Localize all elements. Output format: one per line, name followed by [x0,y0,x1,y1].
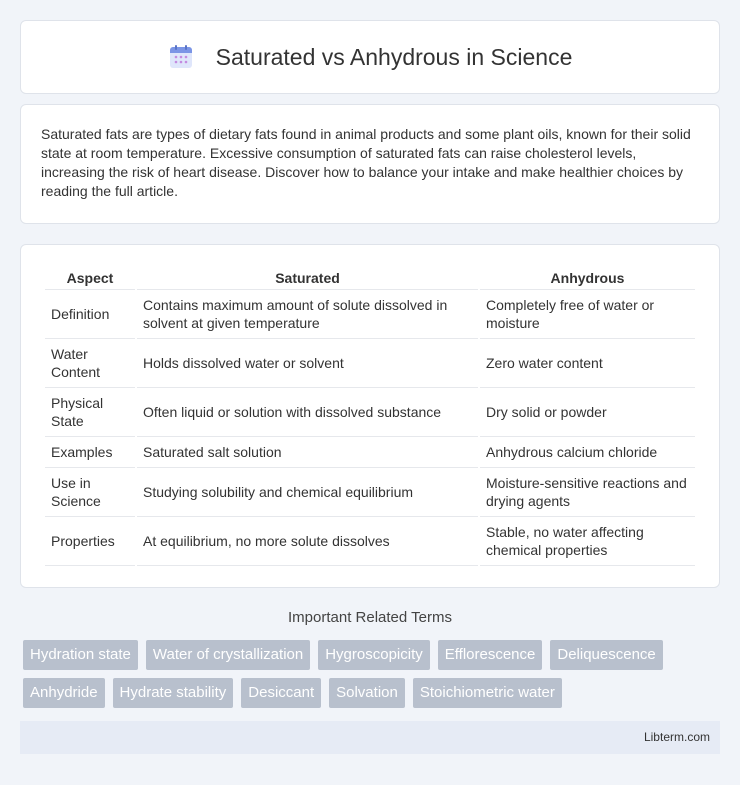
footer-site-link[interactable]: Libterm.com [643,730,710,744]
cell-aspect: Examples [45,437,135,468]
cell-aspect: Properties [45,517,135,566]
intro-card [20,104,720,224]
header-card [20,20,720,94]
table-row [45,388,695,437]
table-row [45,437,695,468]
calendar-icon [168,44,194,70]
related-terms-tags [23,640,723,708]
cell-saturated: Saturated salt solution [137,437,478,468]
comparison-table [43,265,697,566]
table-header-row [45,265,695,290]
cell-saturated: Studying solubility and chemical equilibrium [137,468,478,517]
footer [20,721,720,754]
tag-water-of-crystallization[interactable]: Water of crystallization [146,640,310,670]
cell-anhydrous: Anhydrous calcium chloride [480,437,695,468]
cell-aspect: Definition [45,290,135,339]
cell-saturated: Contains maximum amount of solute dissolved in solvent at given temperature [137,290,478,339]
header-aspect: Aspect [45,265,135,290]
cell-aspect: Use in Science [45,468,135,517]
cell-aspect: Water Content [45,339,135,388]
header-anhydrous: Anhydrous [480,265,695,290]
table-row [45,339,695,388]
intro-text: Saturated fats are types of dietary fats found in animal products and some plant oils, known for their solid state at room temperature. Excessive consumption of saturated fats can raise cholesterol levels, increasing the risk of heart disease. Discover how to balance your intake and make healthier choices by reading the full article. [41,126,691,199]
tag-desiccant[interactable]: Desiccant [241,678,321,708]
cell-saturated: Holds dissolved water or solvent [137,339,478,388]
page-title: Saturated vs Anhydrous in Science [215,43,573,70]
related-terms-title: Important Related Terms [288,609,452,626]
tag-deliquescence[interactable]: Deliquescence [550,640,662,670]
table-row [45,517,695,566]
tag-hydration-state[interactable]: Hydration state [23,640,138,670]
cell-aspect: Physical State [45,388,135,437]
tag-hygroscopicity[interactable]: Hygroscopicity [318,640,430,670]
tag-anhydride[interactable]: Anhydride [23,678,105,708]
cell-anhydrous: Stable, no water affecting chemical properties [480,517,695,566]
comparison-table-card [20,244,720,588]
table-row [45,468,695,517]
tag-efflorescence[interactable]: Efflorescence [438,640,543,670]
header-saturated: Saturated [137,265,478,290]
cell-anhydrous: Zero water content [480,339,695,388]
cell-anhydrous: Completely free of water or moisture [480,290,695,339]
tag-stoichiometric-water[interactable]: Stoichiometric water [413,678,562,708]
cell-saturated: Often liquid or solution with dissolved substance [137,388,478,437]
cell-saturated: At equilibrium, no more solute dissolves [137,517,478,566]
table-row [45,290,695,339]
cell-anhydrous: Dry solid or powder [480,388,695,437]
tag-solvation[interactable]: Solvation [329,678,405,708]
cell-anhydrous: Moisture-sensitive reactions and drying agents [480,468,695,517]
tag-hydrate-stability[interactable]: Hydrate stability [113,678,234,708]
